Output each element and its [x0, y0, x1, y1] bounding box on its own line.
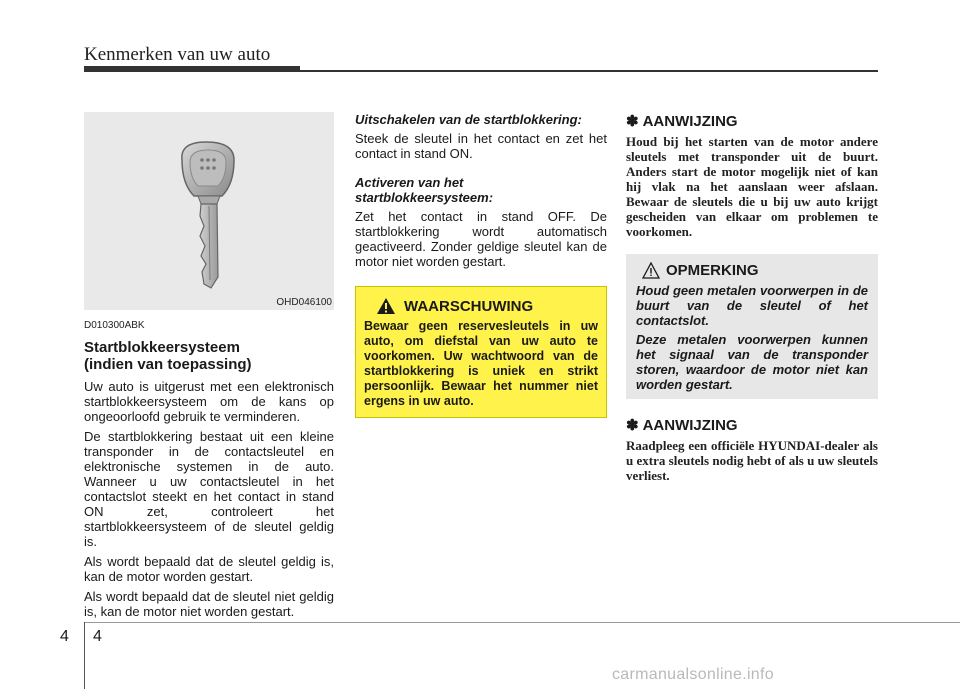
- note-title: AANWIJZING: [642, 112, 738, 130]
- note-text: Raadpleeg een officiële HYUNDAI-dealer als u extra sleutels nodig hebt of als u uw sleutels verliest.: [626, 438, 878, 483]
- section-code: D010300ABK: [84, 320, 145, 331]
- page-header-title: Kenmerken van uw auto: [84, 44, 271, 65]
- remark-header: [642, 262, 868, 279]
- remark-title: OPMERKING: [666, 262, 759, 279]
- asterisk-icon: ✽: [626, 417, 639, 434]
- image-code: OHD046100: [276, 297, 332, 308]
- deactivate-heading: Uitschakelen van de startblokkering:: [355, 112, 582, 127]
- watermark: carmanualsonline.info: [612, 666, 774, 683]
- remark-line: Houd geen metalen voorwerpen in de buurt van de sleutel of het contactslot.: [636, 283, 868, 328]
- section-title-line2: (indien van toepassing): [84, 356, 252, 373]
- deactivate-text: Steek de sleutel in het contact en zet het contact in stand ON.: [355, 131, 607, 161]
- warning-title: WAARSCHUWING: [404, 297, 534, 315]
- header-rule-thick: [84, 66, 300, 72]
- caution-triangle-icon: [642, 262, 660, 279]
- key-illustration: [84, 112, 334, 310]
- section-title-line1: Startblokkeersysteem: [84, 339, 240, 356]
- note-text: Houd bij het starten van de motor andere sleutels met transponder uit de buurt. Anders start de motor mogelijk niet of kan hij vlak na het aanslaan weer afslaan. Bewaar de sleutels die u bij uw auto krijgt gescheiden van elkaar om problemen te voorkomen.: [626, 134, 878, 239]
- paragraph: Uw auto is uitgerust met een elektronisch startblokkeersysteem om de kans op ongeoorloofd gebruik te verminderen.: [84, 379, 334, 424]
- column-middle: [355, 112, 607, 283]
- footer-rule: [84, 622, 960, 623]
- warning-text: Bewaar geen reservesleutels in uw auto, om diefstal van uw auto te voorkomen. Uw wachtwoord van de startblokkering is uniek en strikt persoonlijk. Bewaar het nummer niet ergens in uw auto.: [364, 319, 598, 408]
- warning-header: [376, 297, 598, 315]
- activate-heading-line2: startblokkeersysteem:: [355, 190, 494, 205]
- note-header: [626, 416, 878, 434]
- remark-line: Deze metalen voorwerpen kunnen het signaal van de transponder storen, waardoor de motor niet kan worden gestart.: [636, 332, 868, 392]
- section-title: [84, 339, 334, 373]
- note-second: [626, 416, 878, 483]
- page-number: 4: [93, 628, 102, 645]
- column-right: [626, 112, 878, 239]
- column-left: [84, 112, 334, 624]
- note-header: [626, 112, 878, 130]
- warning-triangle-icon: [376, 297, 396, 315]
- footer-divider: [84, 622, 85, 689]
- activate-text: Zet het contact in stand OFF. De startblokkering wordt automatisch geactiveerd. Zonder geldige sleutel kan de motor niet worden gestart.: [355, 209, 607, 269]
- activate-heading-line1: Activeren van het: [355, 175, 464, 190]
- paragraph: De startblokkering bestaat uit een kleine transponder in de contactsleutel en elektronische systemen in de auto. Wanneer u uw contactsleutel in het contactslot steekt en het contact in stand ON zet, controleert het startblokkeersysteem of de sleutel geldig is.: [84, 429, 334, 549]
- paragraph: Als wordt bepaald dat de sleutel niet geldig is, kan de motor niet worden gestart.: [84, 589, 334, 619]
- note-title: AANWIJZING: [642, 416, 738, 434]
- warning-box: [355, 286, 607, 418]
- key-icon: [84, 112, 334, 310]
- asterisk-icon: ✽: [626, 113, 639, 130]
- paragraph: Als wordt bepaald dat de sleutel geldig is, kan de motor worden gestart.: [84, 554, 334, 584]
- remark-box: [626, 254, 878, 399]
- activate-heading: [355, 175, 607, 205]
- header-rule-thin: [300, 70, 878, 72]
- chapter-number: 4: [60, 628, 69, 645]
